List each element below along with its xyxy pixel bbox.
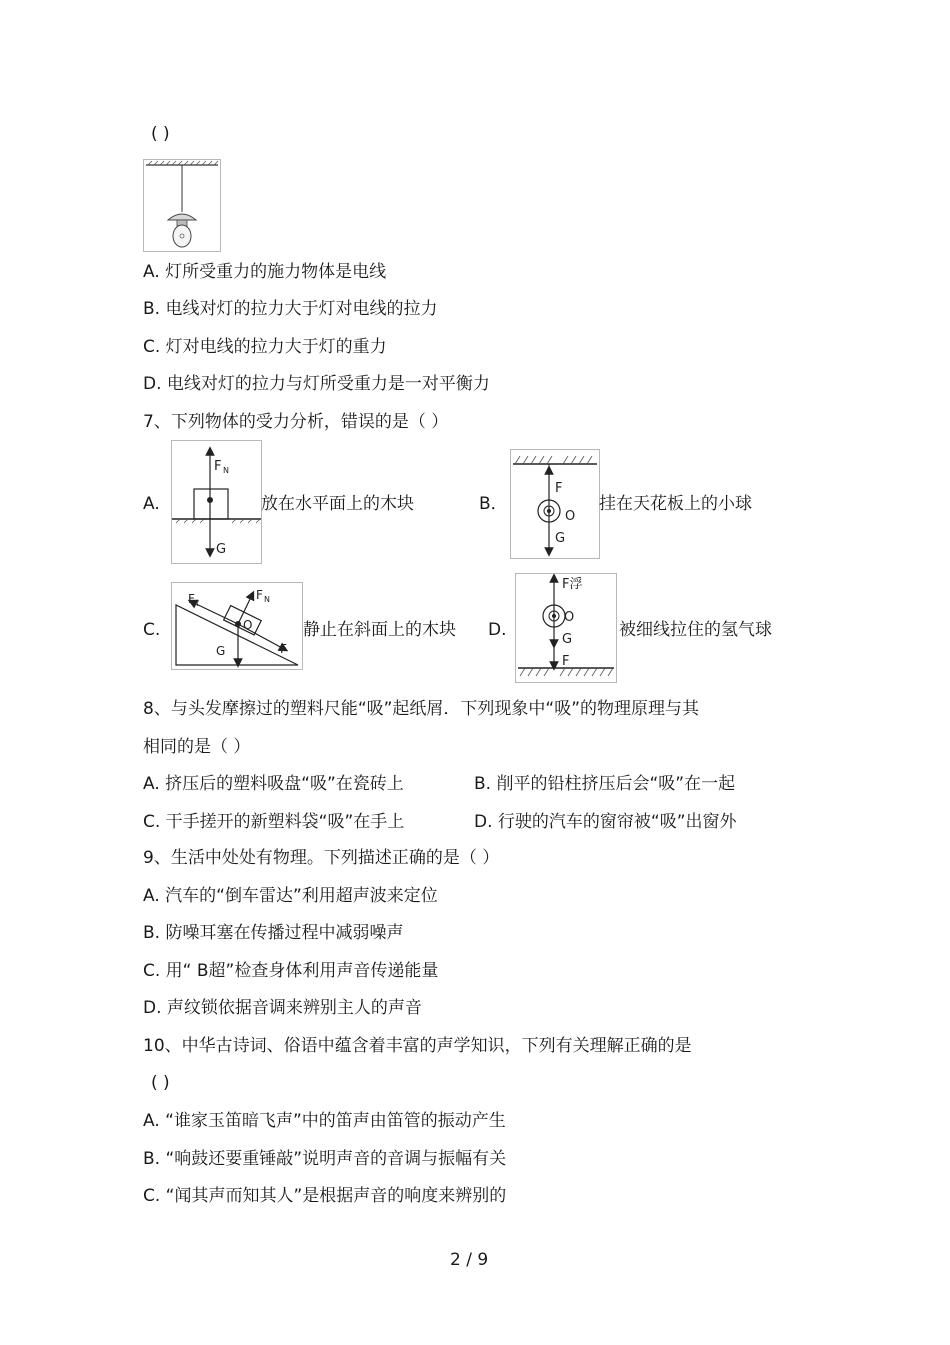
fig-block-on-horizontal-surface — [171, 440, 262, 564]
q10-stem: 10、中华古诗词、俗语中蕴含着丰富的声学知识，下列有关理解正确的是 — [143, 1036, 692, 1056]
fig-d-g-label: G — [562, 632, 573, 647]
q9-option-c[interactable]: C. 用“ B超”检查身体利用声音传递能量 — [143, 961, 439, 981]
q9-stem: 9、生活中处处有物理。下列描述正确的是（ ） — [143, 848, 500, 868]
fig-c-fn-subscript: N — [264, 595, 270, 604]
q6-option-b[interactable]: B. 电线对灯的拉力大于灯对电线的拉力 — [143, 299, 438, 319]
q7-b-letter[interactable]: B． — [479, 494, 508, 514]
fig-d-f-label: F — [562, 654, 570, 669]
fig-b-g-label: G — [555, 531, 566, 546]
q8-option-d[interactable]: D. 行驶的汽车的窗帘被“吸”出窗外 — [474, 812, 737, 832]
fig-c-g-label: G — [216, 644, 226, 658]
q7-b-caption: 挂在天花板上的小球 — [599, 494, 752, 514]
fig-c-o-label: O — [243, 618, 253, 632]
page-number: 2 / 9 — [450, 1250, 489, 1270]
q7-d-letter[interactable]: D. — [488, 620, 507, 640]
fig-ball-hanging-from-ceiling — [510, 449, 600, 559]
q7-stem: 7、下列物体的受力分析，错误的是（ ） — [143, 412, 449, 432]
fig-a-fn-label: F — [214, 459, 222, 474]
fig-c-ff-label: F — [188, 592, 195, 606]
q8-option-b[interactable]: B. 削平的铅柱挤压后会“吸”在一起 — [474, 774, 736, 794]
q9-option-b[interactable]: B. 防噪耳塞在传播过程中减弱噪声 — [143, 923, 404, 943]
q10-answer-bracket: ( ) — [151, 1073, 170, 1093]
fig-c-fn-label: F — [256, 588, 263, 602]
q8-stem-line1: 8、与头发摩擦过的塑料尺能“吸”起纸屑．下列现象中“吸”的物理原理与其 — [143, 699, 700, 719]
q6-option-a[interactable]: A. 灯所受重力的施力物体是电线 — [143, 262, 387, 282]
q8-option-a[interactable]: A. 挤压后的塑料吸盘“吸”在瓷砖上 — [143, 774, 404, 794]
fig-b-o-label: O — [565, 509, 576, 524]
q7-c-letter[interactable]: C. — [143, 620, 161, 640]
hanging-lamp-figure — [143, 159, 221, 252]
fig-c-ff-subscript: f — [196, 599, 199, 608]
q8-stem-line2: 相同的是（ ） — [143, 737, 251, 757]
fig-a-g-label: G — [216, 542, 227, 557]
fig-d-buoyancy-label: F浮 — [562, 577, 583, 592]
q6-option-d[interactable]: D. 电线对灯的拉力与灯所受重力是一对平衡力 — [143, 374, 490, 394]
q9-option-a[interactable]: A. 汽车的“倒车雷达”利用超声波来定位 — [143, 886, 438, 906]
q7-c-caption: 静止在斜面上的木块 — [303, 620, 456, 640]
q6-option-c[interactable]: C. 灯对电线的拉力大于灯的重力 — [143, 337, 387, 357]
q9-option-d[interactable]: D. 声纹锁依据音调来辨别主人的声音 — [143, 998, 422, 1018]
fig-d-o-label: O — [564, 610, 575, 625]
fig-a-fn-subscript: N — [223, 466, 229, 475]
q8-option-c[interactable]: C. 干手搓开的新塑料袋“吸”在手上 — [143, 812, 405, 832]
q10-option-a[interactable]: A. “谁家玉笛暗飞声”中的笛声由笛管的振动产生 — [143, 1111, 506, 1131]
q7-d-caption: 被细线拉住的氢气球 — [619, 620, 772, 640]
q7-a-letter[interactable]: A. — [143, 494, 160, 514]
fig-block-on-incline — [171, 582, 303, 670]
fig-b-f-label: F — [555, 481, 563, 496]
q7-a-caption: 放在水平面上的木块 — [261, 494, 414, 514]
fig-balloon-held-by-string — [515, 573, 617, 683]
q10-option-c[interactable]: C. “闻其声而知其人”是根据声音的响度来辨别的 — [143, 1186, 507, 1206]
q6-answer-bracket: ( ) — [151, 124, 170, 144]
fig-c-f-label: F — [280, 642, 287, 656]
q10-option-b[interactable]: B. “响鼓还要重锤敲”说明声音的音调与振幅有关 — [143, 1149, 507, 1169]
